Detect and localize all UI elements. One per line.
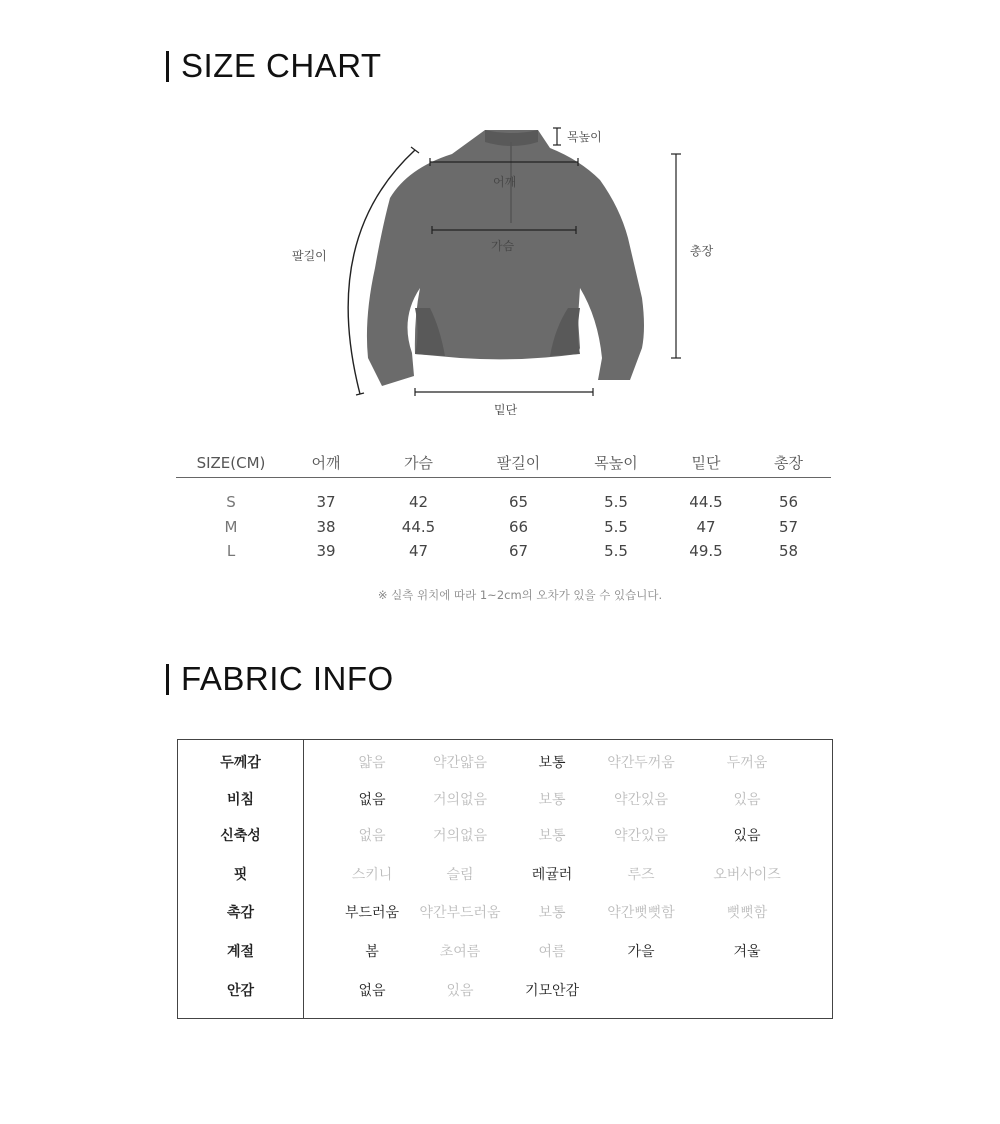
fabric-row [178, 861, 832, 889]
fabric-option: 거의없음 [432, 792, 488, 808]
header-length: 총장 [774, 454, 803, 472]
size-table-header [176, 448, 831, 478]
size-table [176, 448, 831, 564]
length-label: 총장 [690, 244, 714, 258]
shoulder-label: 어깨 [493, 175, 517, 189]
fabric-option: 없음 [358, 792, 386, 808]
fabric-option: 없음 [358, 828, 386, 844]
fabric-row [178, 938, 832, 966]
table-row [176, 490, 831, 515]
fabric-option: 거의없음 [432, 828, 488, 844]
fabric-option: 여름 [538, 944, 566, 960]
table-cell: 65 [508, 493, 529, 512]
table-row [176, 515, 831, 540]
size-table-body [176, 478, 831, 564]
header-size: SIZE(CM) [196, 453, 266, 472]
fabric-option: 없음 [358, 983, 386, 999]
table-cell: 57 [778, 517, 799, 536]
table-cell: 38 [316, 517, 336, 536]
fabric-row-label: 핏 [233, 867, 248, 883]
title-bar [166, 664, 169, 695]
table-cell: 5.5 [604, 517, 628, 536]
size-cell: M [224, 517, 238, 536]
table-cell: 5.5 [604, 493, 628, 512]
table-cell: 42 [408, 493, 429, 512]
hem-label: 밑단 [494, 403, 518, 417]
header-sleeve: 팔길이 [496, 454, 541, 472]
table-cell: 47 [696, 517, 716, 536]
fabric-option: 약간두꺼움 [607, 755, 675, 771]
fabric-row [178, 899, 832, 927]
fabric-option: 약간있음 [613, 792, 669, 808]
fabric-row-label: 두께감 [220, 755, 261, 771]
fabric-table [177, 739, 833, 1019]
fabric-option: 뻣뻣함 [726, 905, 768, 921]
table-cell: 39 [316, 542, 336, 561]
fabric-option: 약간얇음 [432, 755, 488, 771]
table-cell: 44.5 [689, 493, 723, 512]
table-cell: 44.5 [401, 517, 436, 536]
fabric-row-label: 신축성 [220, 828, 261, 844]
fabric-row-label: 계절 [226, 944, 255, 960]
fabric-option: 레귤러 [531, 867, 573, 883]
measurement-note: ※ 실측 위치에 따라 1~2cm의 오차가 있을 수 있습니다. [377, 588, 663, 602]
chest-label: 가슴 [491, 239, 515, 253]
fabric-info-title [166, 660, 394, 698]
table-cell: 49.5 [689, 542, 723, 561]
header-chest: 가슴 [404, 454, 433, 472]
fabric-row-label: 비침 [226, 792, 255, 808]
fabric-option: 얇음 [358, 755, 386, 771]
table-cell: 56 [778, 493, 799, 512]
fabric-option: 약간있음 [613, 828, 669, 844]
garment-diagram [280, 118, 720, 428]
fabric-option: 보통 [538, 792, 566, 808]
fabric-option: 부드러움 [344, 905, 400, 921]
garment-shape [367, 130, 644, 386]
table-cell: 67 [508, 542, 529, 561]
fabric-option: 루즈 [627, 867, 655, 883]
title-bar [166, 51, 169, 82]
fabric-row [178, 749, 832, 777]
header-shoulder: 어깨 [311, 454, 341, 472]
garment-illustration [280, 118, 720, 428]
fabric-option: 봄 [365, 944, 379, 960]
fabric-option: 있음 [733, 792, 761, 808]
fabric-row-label: 촉감 [226, 905, 255, 921]
fabric-info-title-text: FABRIC INFO [181, 660, 394, 697]
fabric-option: 기모안감 [524, 983, 580, 999]
fabric-option: 있음 [733, 828, 761, 844]
fabric-row [178, 822, 832, 850]
header-neck: 목높이 [594, 454, 638, 472]
sleeve-label: 팔길이 [292, 249, 327, 263]
fabric-option: 보통 [538, 755, 566, 771]
size-cell: L [226, 542, 236, 561]
fabric-option: 가을 [627, 944, 655, 960]
table-cell: 66 [508, 517, 529, 536]
fabric-row-label: 안감 [226, 983, 255, 999]
header-hem: 밑단 [691, 454, 721, 472]
table-row [176, 539, 831, 564]
fabric-option: 약간뻣뻣함 [607, 905, 675, 921]
fabric-option: 스키니 [351, 867, 393, 883]
neck-height-label: 목높이 [567, 130, 602, 144]
fabric-row [178, 977, 832, 1005]
size-cell: S [226, 493, 236, 512]
fabric-option: 오버사이즈 [713, 867, 781, 883]
table-cell: 37 [316, 493, 336, 512]
fabric-row [178, 786, 832, 814]
table-cell: 47 [408, 542, 429, 561]
fabric-option: 약간부드러움 [419, 905, 501, 921]
table-cell: 58 [778, 542, 799, 561]
fabric-option: 슬림 [446, 867, 474, 883]
fabric-option: 보통 [538, 905, 566, 921]
fabric-option: 보통 [538, 828, 566, 844]
size-chart-title-text: SIZE CHART [181, 47, 382, 84]
fabric-option: 두꺼움 [726, 755, 768, 771]
fabric-option: 있음 [446, 983, 474, 999]
size-chart-title [166, 47, 382, 85]
fabric-option: 겨울 [733, 944, 761, 960]
fabric-option: 초여름 [439, 944, 481, 960]
table-cell: 5.5 [604, 542, 628, 561]
